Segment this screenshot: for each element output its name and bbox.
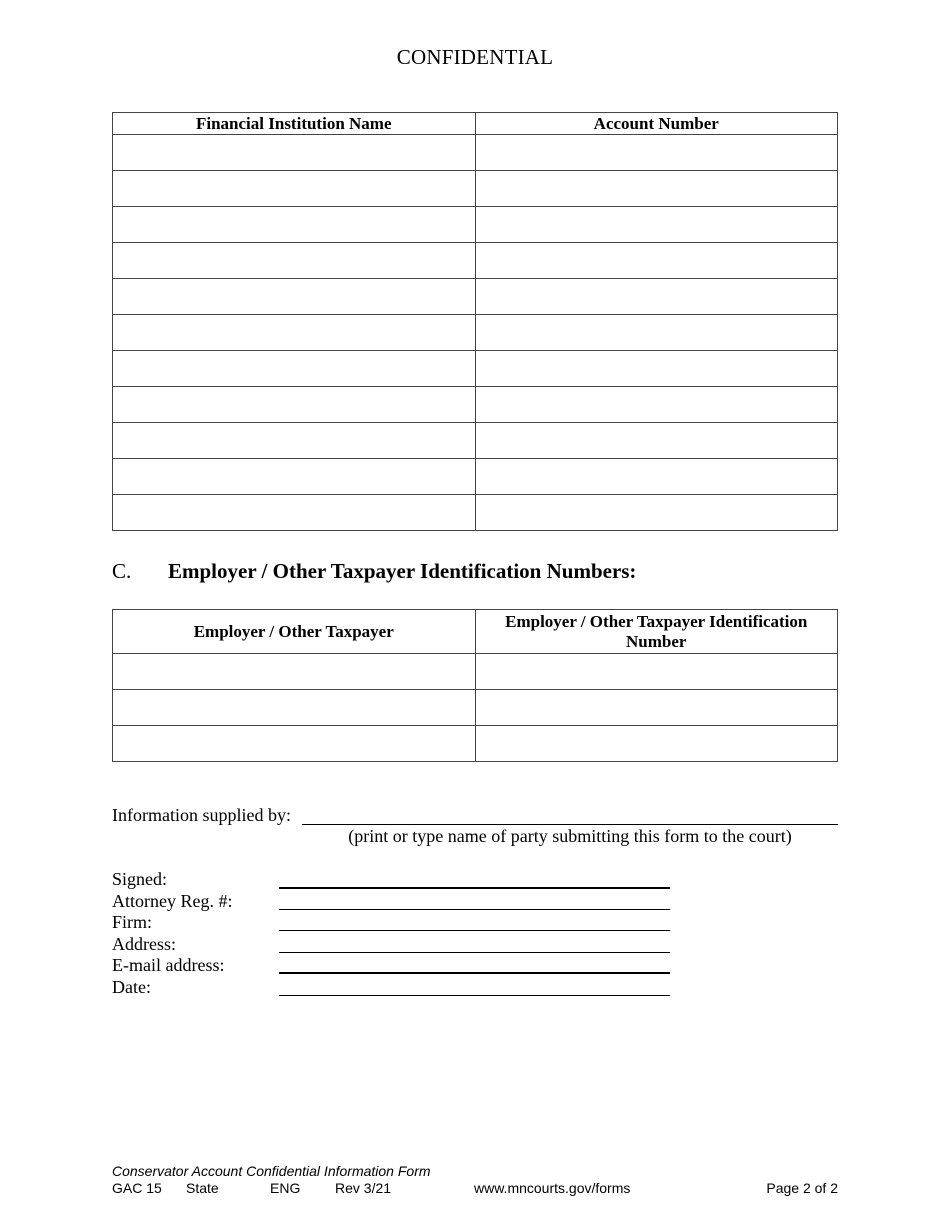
institution-name-cell bbox=[113, 459, 476, 495]
firm-label: Firm: bbox=[112, 912, 153, 932]
account-number-cell bbox=[475, 459, 838, 495]
date-label: Date: bbox=[112, 977, 151, 997]
table-row bbox=[113, 243, 838, 279]
table-header-row bbox=[113, 113, 838, 135]
institution-name-input[interactable] bbox=[113, 243, 475, 278]
employer-name-input[interactable] bbox=[113, 654, 475, 689]
account-number-cell bbox=[475, 243, 838, 279]
footer-jurisdiction: State bbox=[186, 1180, 219, 1196]
account-number-cell bbox=[475, 279, 838, 315]
date-field[interactable] bbox=[279, 995, 670, 996]
footer-language: ENG bbox=[270, 1180, 301, 1196]
table-row bbox=[113, 315, 838, 351]
footer-form-code: GAC 15 bbox=[112, 1180, 162, 1196]
table-row bbox=[113, 171, 838, 207]
institution-name-input[interactable] bbox=[113, 387, 475, 422]
taxpayer-id-input[interactable] bbox=[476, 654, 838, 689]
section-c-heading bbox=[112, 559, 636, 584]
address-label: Address: bbox=[112, 934, 176, 954]
institution-name-cell bbox=[113, 387, 476, 423]
account-number-input[interactable] bbox=[476, 315, 838, 350]
taxpayer-id-cell bbox=[475, 690, 838, 726]
table-row bbox=[113, 726, 838, 762]
institution-name-cell bbox=[113, 279, 476, 315]
institution-name-input[interactable] bbox=[113, 279, 475, 314]
section-title: Employer / Other Taxpayer Identification Numbers: bbox=[168, 559, 637, 583]
employer-name-input[interactable] bbox=[113, 690, 475, 725]
taxpayer-id-cell bbox=[475, 654, 838, 690]
institution-name-cell bbox=[113, 135, 476, 171]
institution-name-input[interactable] bbox=[113, 207, 475, 242]
signed-field[interactable] bbox=[279, 887, 670, 889]
table-row bbox=[113, 423, 838, 459]
taxpayer-id-input[interactable] bbox=[476, 690, 838, 725]
table-row bbox=[113, 387, 838, 423]
taxpayer-id-input[interactable] bbox=[476, 726, 838, 761]
account-number-input[interactable] bbox=[476, 351, 838, 386]
supplied-by-note: (print or type name of party submitting this form to the court) bbox=[348, 826, 792, 846]
institution-name-input[interactable] bbox=[113, 315, 475, 350]
institution-name-cell bbox=[113, 495, 476, 531]
employer-name-cell bbox=[113, 690, 476, 726]
account-number-input[interactable] bbox=[476, 171, 838, 206]
account-number-cell bbox=[475, 351, 838, 387]
financial-accounts-table bbox=[112, 112, 838, 531]
column-header-institution: Financial Institution Name bbox=[113, 113, 476, 135]
institution-name-input[interactable] bbox=[113, 423, 475, 458]
account-number-cell bbox=[475, 207, 838, 243]
table-header-row bbox=[113, 610, 838, 654]
table-row bbox=[113, 654, 838, 690]
column-header-account-number: Account Number bbox=[475, 113, 838, 135]
column-header-employer: Employer / Other Taxpayer bbox=[113, 610, 476, 654]
taxpayer-id-cell bbox=[475, 726, 838, 762]
footer-page-number: Page 2 of 2 bbox=[766, 1180, 838, 1196]
account-number-cell bbox=[475, 171, 838, 207]
table-row bbox=[113, 495, 838, 531]
employer-name-input[interactable] bbox=[113, 726, 475, 761]
institution-name-input[interactable] bbox=[113, 495, 475, 530]
address-field[interactable] bbox=[279, 952, 670, 953]
supplied-by-label: Information supplied by: bbox=[112, 805, 291, 825]
table-row bbox=[113, 351, 838, 387]
account-number-input[interactable] bbox=[476, 135, 838, 170]
table-row bbox=[113, 207, 838, 243]
email-label: E-mail address: bbox=[112, 955, 225, 975]
footer-form-title: Conservator Account Confidential Information Form bbox=[112, 1163, 431, 1179]
firm-field[interactable] bbox=[279, 930, 670, 931]
table-row bbox=[113, 135, 838, 171]
account-number-input[interactable] bbox=[476, 207, 838, 242]
account-number-input[interactable] bbox=[476, 243, 838, 278]
institution-name-cell bbox=[113, 243, 476, 279]
signed-label: Signed: bbox=[112, 869, 168, 889]
table-row bbox=[113, 690, 838, 726]
institution-name-cell bbox=[113, 423, 476, 459]
page-title: CONFIDENTIAL bbox=[396, 45, 554, 69]
email-field[interactable] bbox=[279, 972, 670, 974]
footer-revision: Rev 3/21 bbox=[335, 1180, 392, 1196]
table-row bbox=[113, 279, 838, 315]
account-number-cell bbox=[475, 423, 838, 459]
account-number-cell bbox=[475, 315, 838, 351]
employer-name-cell bbox=[113, 726, 476, 762]
account-number-cell bbox=[475, 135, 838, 171]
employer-name-cell bbox=[113, 654, 476, 690]
institution-name-input[interactable] bbox=[113, 459, 475, 494]
attorney-reg-label: Attorney Reg. #: bbox=[112, 891, 233, 911]
institution-name-cell bbox=[113, 351, 476, 387]
supplied-by-field[interactable] bbox=[302, 824, 838, 825]
institution-name-cell bbox=[113, 207, 476, 243]
account-number-input[interactable] bbox=[476, 423, 838, 458]
institution-name-input[interactable] bbox=[113, 135, 475, 170]
attorney-reg-field[interactable] bbox=[279, 909, 670, 910]
employer-taxpayer-table bbox=[112, 609, 838, 762]
account-number-input[interactable] bbox=[476, 459, 838, 494]
table-row bbox=[113, 459, 838, 495]
account-number-input[interactable] bbox=[476, 495, 838, 530]
institution-name-cell bbox=[113, 171, 476, 207]
account-number-input[interactable] bbox=[476, 387, 838, 422]
account-number-cell bbox=[475, 387, 838, 423]
account-number-cell bbox=[475, 495, 838, 531]
section-letter: C. bbox=[112, 559, 132, 583]
column-header-taxpayer-id: Employer / Other Taxpayer Identification Number bbox=[475, 610, 838, 654]
institution-name-cell bbox=[113, 315, 476, 351]
account-number-input[interactable] bbox=[476, 279, 838, 314]
institution-name-input[interactable] bbox=[113, 171, 475, 206]
institution-name-input[interactable] bbox=[113, 351, 475, 386]
footer-url[interactable]: www.mncourts.gov/forms bbox=[474, 1180, 631, 1196]
